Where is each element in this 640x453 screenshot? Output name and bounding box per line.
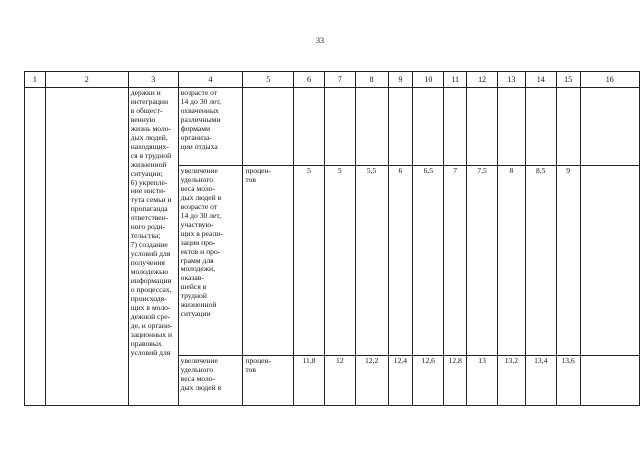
value-cell: 12,6 [413, 356, 444, 406]
header-cell: 13 [497, 72, 525, 88]
value-cell: 6,5 [413, 166, 444, 356]
value-cell [413, 88, 444, 166]
value-cell: 7 [444, 166, 467, 356]
header-cell: 2 [45, 72, 128, 88]
indicators-table [24, 71, 640, 406]
task-description-cell: держки и интеграции в общест- венную жизнь моло- дых людей, находящих- ся в трудной жизненной ситуации; 6) укрепле- ние инсти- тута семьи и пропаганда ответствен- ного роди- тельства; 7) создание условий для получения молодежью информации о процессах, происходя- щих в моло- дежной сре- де, и органи- зационных и правовых условий для [128, 88, 178, 406]
header-cell: 14 [525, 72, 556, 88]
value-cell [525, 88, 556, 166]
header-cell: 16 [580, 72, 639, 88]
value-cell: 12 [324, 356, 355, 406]
value-cell: 5 [324, 166, 355, 356]
value-cell [324, 88, 355, 166]
header-cell: 15 [556, 72, 580, 88]
header-cell: 9 [388, 72, 413, 88]
header-cell: 1 [25, 72, 46, 88]
value-cell [294, 88, 325, 166]
header-cell: 11 [444, 72, 467, 88]
indicator-cell: увеличение удельного веса моло- дых людей в [178, 356, 243, 406]
header-cell: 5 [243, 72, 294, 88]
table-row [25, 88, 640, 166]
value-cell: 13,4 [525, 356, 556, 406]
header-cell: 6 [294, 72, 325, 88]
unit-cell: процен- тов [243, 166, 294, 356]
header-cell: 7 [324, 72, 355, 88]
value-cell: 7,5 [467, 166, 498, 356]
value-cell: 5 [294, 166, 325, 356]
value-cell: 13,2 [497, 356, 525, 406]
value-cell: 11,8 [294, 356, 325, 406]
note-cell [580, 356, 639, 406]
page-number: 33 [316, 36, 324, 45]
value-cell: 12,8 [444, 356, 467, 406]
value-cell: 8 [497, 166, 525, 356]
indicator-cell: увеличение удельного веса моло- дых людей в возрасте от 14 до 30 лет, участвую- щих в реали- зации про- ектов и про- грамм для молодежи, оказав- шейся в трудной жизненной ситуации [178, 166, 243, 356]
note-cell [580, 88, 639, 166]
value-cell: 13 [467, 356, 498, 406]
indicator-cell: возрасте от 14 до 30 лет, охваченных различными формами организа- ции отдыха [178, 88, 243, 166]
value-cell: 8,5 [525, 166, 556, 356]
cell-col1 [25, 88, 46, 406]
value-cell: 6 [388, 166, 413, 356]
header-cell: 12 [467, 72, 498, 88]
value-cell [444, 88, 467, 166]
cell-col2 [45, 88, 128, 406]
value-cell [355, 88, 388, 166]
header-row [25, 72, 640, 88]
note-cell [580, 166, 639, 356]
value-cell: 5,5 [355, 166, 388, 356]
value-cell: 9 [556, 166, 580, 356]
header-cell: 4 [178, 72, 243, 88]
unit-cell: процен- тов [243, 356, 294, 406]
value-cell [497, 88, 525, 166]
value-cell: 12,4 [388, 356, 413, 406]
value-cell: 12,2 [355, 356, 388, 406]
value-cell: 13,6 [556, 356, 580, 406]
header-cell: 3 [128, 72, 178, 88]
value-cell [388, 88, 413, 166]
header-cell: 8 [355, 72, 388, 88]
unit-cell [243, 88, 294, 166]
header-cell: 10 [413, 72, 444, 88]
value-cell [556, 88, 580, 166]
value-cell [467, 88, 498, 166]
